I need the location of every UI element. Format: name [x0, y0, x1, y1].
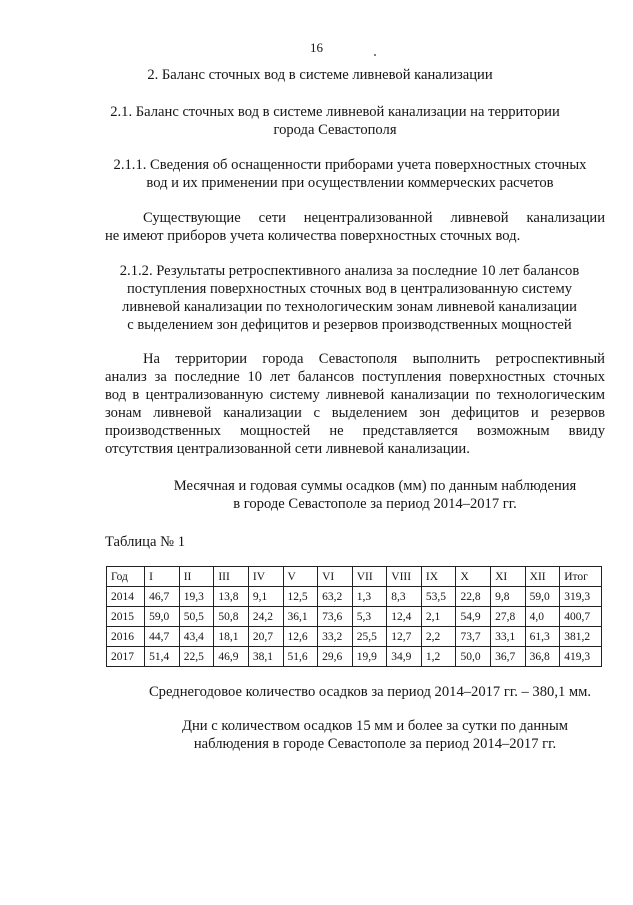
table-cell: 24,2: [248, 607, 283, 627]
section-title: 2. Баланс сточных вод в системе ливневой канализации: [147, 67, 493, 83]
table-cell: 2016: [107, 627, 145, 647]
table-cell: 59,0: [145, 607, 180, 627]
table-header-cell: IX: [421, 567, 456, 587]
table-cell: 61,3: [525, 627, 560, 647]
paragraph-retrospective: [105, 350, 605, 458]
table-cell: 22,8: [456, 587, 491, 607]
average-precipitation-text: Среднегодовое количество осадков за период 2014–2017 гг. – 380,1 мм.: [148, 684, 592, 700]
table-cell: 18,1: [214, 627, 249, 647]
table-row: [107, 627, 602, 647]
precipitation-table-body: [107, 567, 602, 667]
table-cell: 50,5: [179, 607, 214, 627]
heading-line: вод и их применении при осуществлении коммерческих расчетов: [146, 175, 554, 191]
paragraph-line: вод в централизованную систему ливневой канализации по технологическим: [105, 387, 605, 403]
table-header-cell: III: [214, 567, 249, 587]
paragraph-line: Существующие сети нецентрализованной ливневой канализации: [143, 210, 605, 226]
table-cell: 53,5: [421, 587, 456, 607]
page-number: 16: [310, 40, 323, 55]
table-cell: 73,7: [456, 627, 491, 647]
table-cell: 43,4: [179, 627, 214, 647]
table-cell: 36,7: [491, 647, 526, 667]
table-cell: 51,6: [283, 647, 318, 667]
table-cell: 63,2: [318, 587, 353, 607]
table-cell: 36,8: [525, 647, 560, 667]
heading-line: города Севастополя: [273, 122, 397, 138]
table-cell: 50,8: [214, 607, 249, 627]
caption-line: Месячная и годовая суммы осадков (мм) по данным наблюдения: [173, 478, 577, 494]
table-cell: 5,3: [352, 607, 387, 627]
table-header-cell: IV: [248, 567, 283, 587]
table-cell: 400,7: [560, 607, 602, 627]
table-cell: 54,9: [456, 607, 491, 627]
table-cell: 4,0: [525, 607, 560, 627]
table-cell: 51,4: [145, 647, 180, 667]
table-cell: 1,2: [421, 647, 456, 667]
table-cell: 12,4: [387, 607, 422, 627]
table-cell: 13,8: [214, 587, 249, 607]
table-cell: 25,5: [352, 627, 387, 647]
table-header-cell: VI: [318, 567, 353, 587]
heading-line: 2.1.1. Сведения об оснащенности приборами учета поверхностных сточных: [113, 157, 587, 173]
table-cell: 50,0: [456, 647, 491, 667]
caption-line: наблюдения в городе Севастополе за период 2014–2017 гг.: [193, 736, 557, 752]
table-cell: 2014: [107, 587, 145, 607]
table-cell: 22,5: [179, 647, 214, 667]
paragraph-line: не имеют приборов учета количества поверхностных сточных вод.: [105, 228, 521, 244]
table-cell: 19,9: [352, 647, 387, 667]
table-cell: 34,9: [387, 647, 422, 667]
table-header-cell: VIII: [387, 567, 422, 587]
table-cell: 381,2: [560, 627, 602, 647]
paragraph-line: анализ за последние 10 лет балансов поступления поверхностных сточных: [105, 369, 605, 385]
table-header-cell: V: [283, 567, 318, 587]
table-cell: 44,7: [145, 627, 180, 647]
table-header-cell: VII: [352, 567, 387, 587]
paragraph-no-meters: [105, 209, 605, 245]
caption-line: в городе Севастополе за период 2014–2017 гг.: [233, 496, 517, 512]
precipitation-table: [106, 566, 602, 667]
heading-line: поступления поверхностных сточных вод в централизованную систему: [126, 281, 573, 297]
table-cell: 319,3: [560, 587, 602, 607]
table-cell: 419,3: [560, 647, 602, 667]
table-cell: 38,1: [248, 647, 283, 667]
table-header-cell: Год: [107, 567, 145, 587]
paragraph-line: отсутствия централизованной сети ливневой канализации.: [105, 441, 470, 457]
table-cell: 73,6: [318, 607, 353, 627]
table-cell: 27,8: [491, 607, 526, 627]
table-cell: 9,8: [491, 587, 526, 607]
table-cell: 33,1: [491, 627, 526, 647]
table-cell: 46,7: [145, 587, 180, 607]
table-label: Таблица № 1: [105, 534, 185, 550]
table-header-cell: Итог: [560, 567, 602, 587]
table-header-cell: XI: [491, 567, 526, 587]
heading-line: с выделением зон дефицитов и резервов производственных мощностей: [127, 317, 572, 333]
table-header-cell: II: [179, 567, 214, 587]
table-header-cell: I: [145, 567, 180, 587]
heading-line: ливневой канализации по технологическим зонам ливневой канализации: [122, 299, 577, 315]
table-cell: 12,6: [283, 627, 318, 647]
table-cell: 9,1: [248, 587, 283, 607]
table-row: [107, 647, 602, 667]
table-cell: 46,9: [214, 647, 249, 667]
subsection-2-1-heading: [75, 103, 595, 139]
table-cell: 2,2: [421, 627, 456, 647]
table-row: [107, 607, 602, 627]
subsection-2-1-1-heading: [90, 156, 610, 192]
table-header-cell: X: [456, 567, 491, 587]
paragraph-line: На территории города Севастополя выполнить ретроспективный: [143, 351, 605, 367]
table-caption: [120, 477, 630, 513]
table-cell: 20,7: [248, 627, 283, 647]
paragraph-line: зонам ливневой канализации с выделением зон дефицитов и резервов: [105, 405, 605, 421]
heading-line: 2.1. Баланс сточных вод в системе ливневой канализации на территории: [110, 104, 560, 120]
table-cell: 19,3: [179, 587, 214, 607]
scan-speck: [374, 54, 376, 56]
table-cell: 2017: [107, 647, 145, 667]
table-cell: 2,1: [421, 607, 456, 627]
subsection-2-1-2-heading: [82, 262, 617, 334]
heavy-rain-days-caption: [120, 717, 630, 753]
table-cell: 2015: [107, 607, 145, 627]
table-cell: 12,7: [387, 627, 422, 647]
table-cell: 29,6: [318, 647, 353, 667]
table-row: [107, 587, 602, 607]
table-cell: 36,1: [283, 607, 318, 627]
table-header-row: [107, 567, 602, 587]
table-cell: 12,5: [283, 587, 318, 607]
table-header-cell: XII: [525, 567, 560, 587]
table-cell: 59,0: [525, 587, 560, 607]
table-cell: 33,2: [318, 627, 353, 647]
table-cell: 1,3: [352, 587, 387, 607]
heading-line: 2.1.2. Результаты ретроспективного анализа за последние 10 лет балансов: [119, 263, 580, 279]
caption-line: Дни с количеством осадков 15 мм и более за сутки по данным: [182, 718, 568, 734]
paragraph-line: производственных мощностей не представляется возможным ввиду: [105, 423, 605, 439]
table-cell: 8,3: [387, 587, 422, 607]
